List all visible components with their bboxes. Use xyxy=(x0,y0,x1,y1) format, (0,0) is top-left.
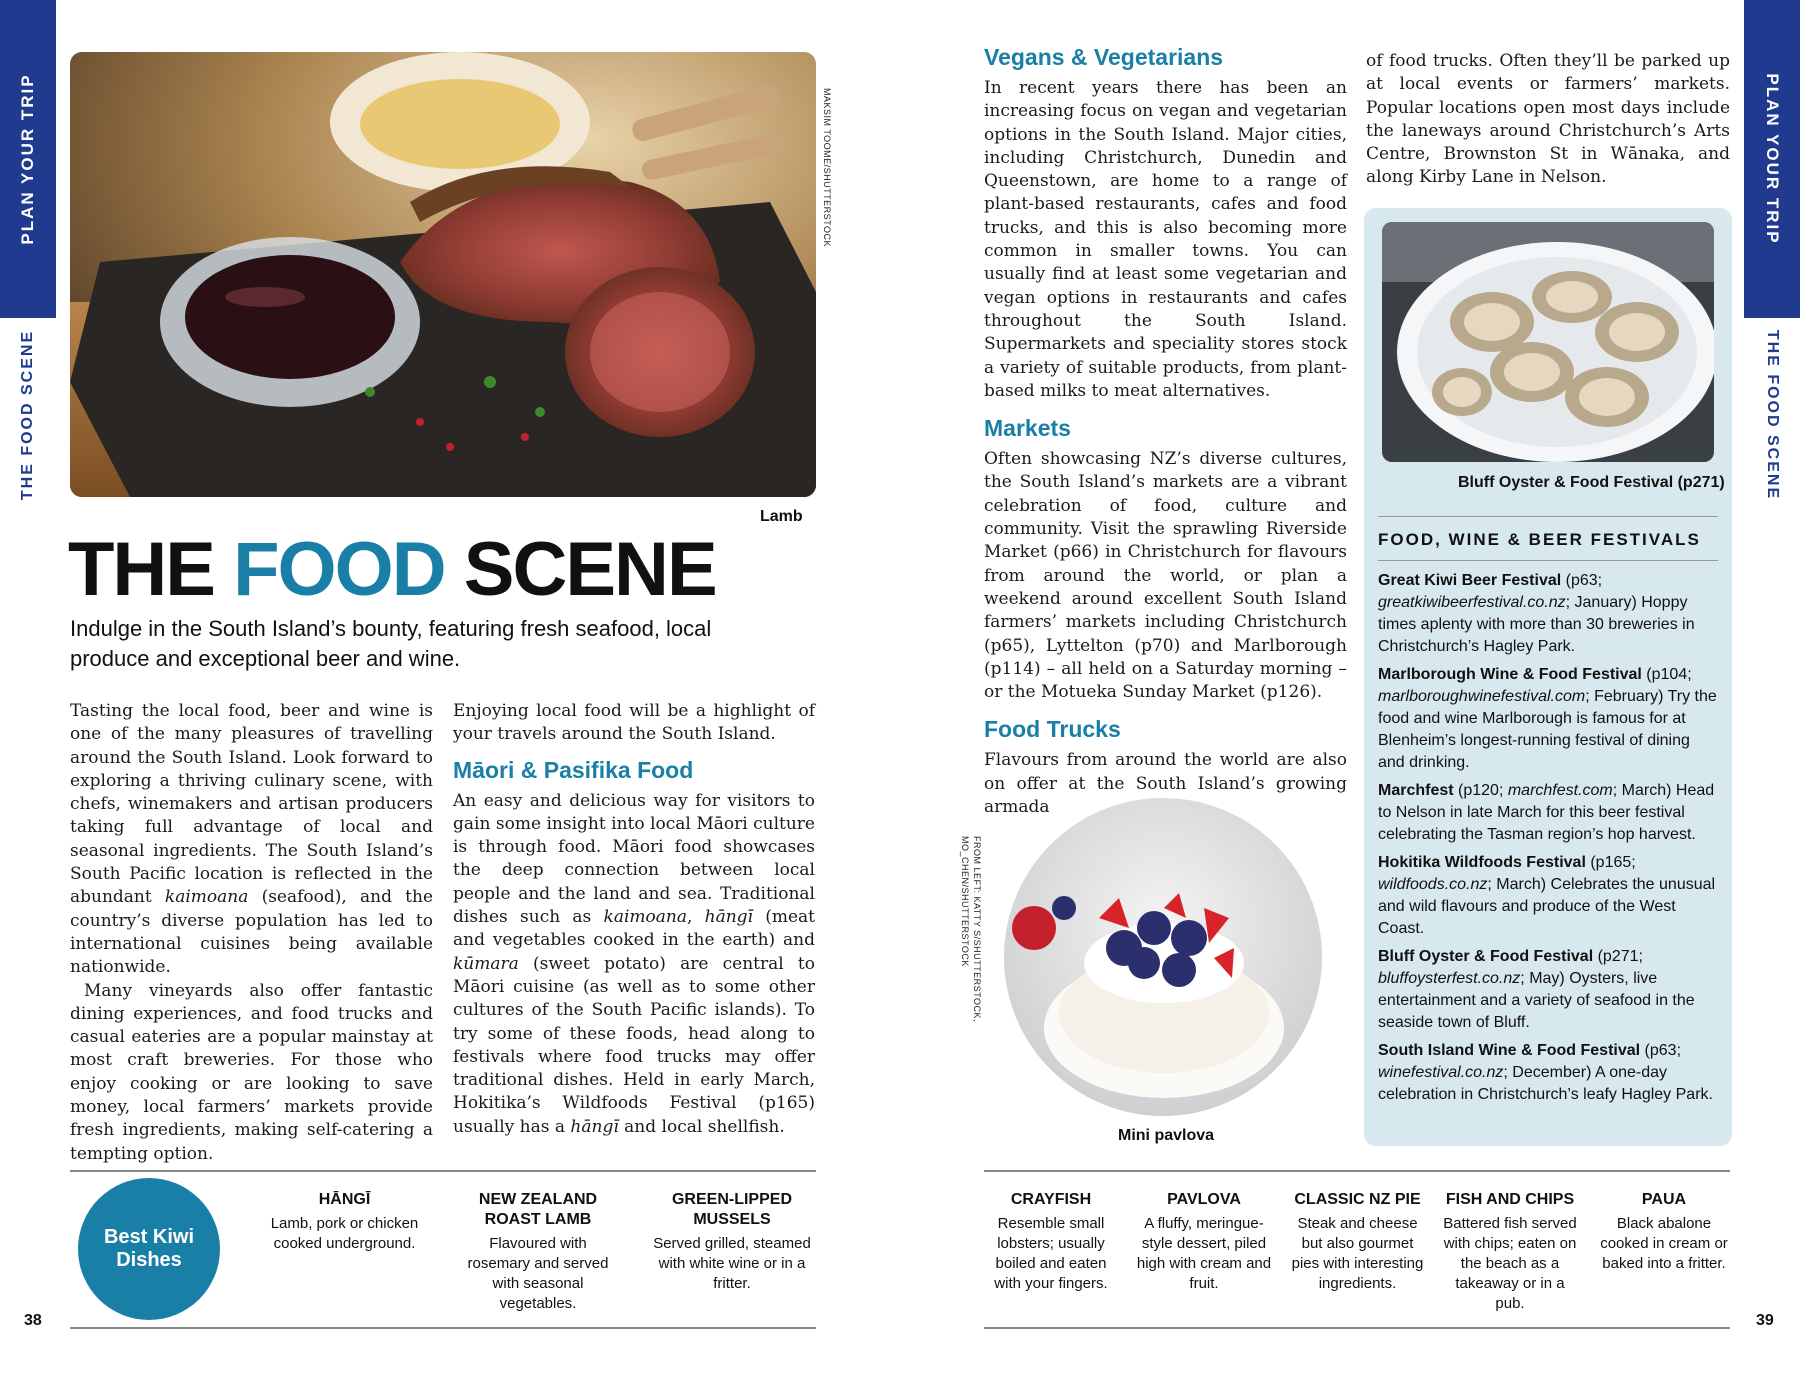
festival-name: Bluff Oyster & Food Festival xyxy=(1378,948,1594,965)
dish-desc: Flavoured with rosemary and served with seasonal vegetables. xyxy=(467,1235,609,1312)
dishes-right-top-rule xyxy=(984,1170,1730,1172)
dish-name: NEW ZEALAND ROAST LAMB xyxy=(478,1191,598,1228)
intro-p1-italic: kaimoana xyxy=(164,887,249,908)
title-accent: FOOD xyxy=(233,527,445,612)
festival-site: greatkiwibeerfestival.co.nz xyxy=(1378,594,1566,611)
maori-paragraph xyxy=(453,790,815,1139)
festival-site: wildfoods.co.nz xyxy=(1378,876,1488,893)
lamb-photo-credit: MAKSIM TOOME/SHUTTERSTOCK xyxy=(822,88,832,248)
dish-name: HĀNGĪ xyxy=(318,1191,371,1208)
maori-t3: (meat and vegetables cooked in the earth) and xyxy=(453,907,816,951)
festival-ref: (p165; xyxy=(1585,854,1636,871)
page-number-right: 39 xyxy=(1756,1312,1774,1329)
festival-ref: (p120; xyxy=(1453,782,1508,799)
dish-name: GREEN-LIPPED MUSSELS xyxy=(671,1191,792,1228)
pavlova-credit-line2: MO_CHEN/SHUTTERSTOCK xyxy=(960,836,970,967)
dish-desc: A fluffy, meringue-style dessert, piled high with cream and fruit. xyxy=(1136,1215,1272,1292)
box-heading-rule xyxy=(1378,560,1718,561)
maori-i4: hāngī xyxy=(570,1116,619,1137)
maori-i1: kaimoana xyxy=(603,907,687,928)
title-part-1: THE xyxy=(68,527,234,612)
festival-list xyxy=(1378,570,1718,1112)
food-trucks-continued-text: of food trucks. Often they’ll be parked up at local events or farmers’ markets. Popular locations open most days include the laneways around Christchurch’s Arts Centre, Brownston St in Wānaka, and along Kirby Lane in Nelson. xyxy=(1366,51,1730,188)
festival-desc: ; March) Celebrates the unusual and wild flavours and produce of the West Coast. xyxy=(1378,876,1716,937)
festival-ref: (p63; xyxy=(1561,572,1603,589)
dishes-right-bottom-rule xyxy=(984,1327,1730,1329)
oyster-illustration xyxy=(1382,222,1714,462)
right-plan-trip-text: PLAN YOUR TRIP xyxy=(1763,73,1782,245)
festival-item xyxy=(1378,946,1718,1034)
festival-item xyxy=(1378,664,1718,774)
pavlova-illustration xyxy=(1004,798,1322,1116)
maori-t2: , xyxy=(686,907,693,928)
lamb-photo xyxy=(70,52,816,497)
dishes-left-top-rule xyxy=(70,1170,816,1172)
intro-p1-text: Tasting the local food, beer and wine is one of the many pleasures of travelling around the South Island. Look forward to exploring a thriving culinary scene, with chefs, winemakers and artisan producers taking full advantage of local and seasonal ingredients. The South Island’s South Pacific location is reflected in the abundant xyxy=(70,701,433,908)
right-section-label-text: THE FOOD SCENE xyxy=(1764,329,1781,501)
box-top-rule xyxy=(1378,516,1718,517)
festival-ref: (p63; xyxy=(1640,1042,1682,1059)
dish-name: FISH AND CHIPS xyxy=(1445,1191,1575,1208)
festival-site: marlboroughwinefestival.com xyxy=(1378,688,1586,705)
markets-paragraph: Often showcasing NZ’s diverse cultures, the South Island’s markets are a vibrant celebration of food, culture and community. Visit the sprawling Riverside Market (p66) in Christchurch for flavours from around the world, or plan a weekend around excellent South Island farmers’ markets including Christchurch (p65), Lyttelton (p70) and Marlborough (p114) – all held on a Saturday morning – or the Motueka Sunday Market (p126). xyxy=(984,449,1347,703)
dish-item xyxy=(262,1190,427,1254)
dishes-left-bottom-rule xyxy=(70,1327,816,1329)
vegans-markets-column xyxy=(984,44,1347,819)
left-plan-trip-tab xyxy=(0,0,56,318)
festival-name: Hokitika Wildfoods Festival xyxy=(1378,854,1586,871)
dish-desc: Resemble small lobsters; usually boiled and eaten with your fingers. xyxy=(994,1215,1108,1292)
lamb-caption: Lamb xyxy=(760,508,803,525)
left-section-label xyxy=(0,330,56,500)
festival-name: Great Kiwi Beer Festival xyxy=(1378,572,1562,589)
dish-item xyxy=(1290,1190,1425,1294)
page-number-left: 38 xyxy=(24,1312,42,1329)
maori-t1: An easy and delicious way for visitors to gain some insight into local Māori culture is through food. Māori food showcases the deep connection between local people and the land and sea. Traditional dishes such as xyxy=(453,790,815,928)
festival-desc: ; March) Head to Nelson in late March for this beer festival celebrating the Tasman region’s hop harvest. xyxy=(1378,782,1715,843)
dish-item xyxy=(986,1190,1116,1294)
page-title xyxy=(68,526,716,613)
maori-t5: and local shellfish. xyxy=(624,1116,785,1137)
lamb-photo-illustration xyxy=(70,52,816,497)
dish-name: CRAYFISH xyxy=(1010,1191,1092,1208)
dish-desc: Battered fish served with chips; eaten on the beach as a takeaway or in a pub. xyxy=(1443,1215,1577,1312)
dish-name: PAVLOVA xyxy=(1167,1191,1241,1208)
pavlova-photo xyxy=(1004,798,1322,1116)
festival-site: winefestival.co.nz xyxy=(1378,1064,1504,1081)
dish-item xyxy=(1440,1190,1580,1314)
oyster-photo xyxy=(1382,222,1714,462)
festival-site: marchfest.com xyxy=(1507,782,1613,799)
maori-heading: Māori & Pasifika Food xyxy=(453,756,694,783)
intro-column xyxy=(70,700,433,1166)
oyster-caption: Bluff Oyster & Food Festival (p271) xyxy=(1458,474,1725,491)
best-kiwi-dishes-text: Best Kiwi Dishes xyxy=(103,1226,195,1271)
markets-heading: Markets xyxy=(984,415,1071,442)
dish-name: PAUA xyxy=(1641,1191,1687,1208)
intro-paragraph-2: Many vineyards also offer fantastic dining experiences, and food trucks and casual eateries are a popular mainstay at most craft breweries. For those who enjoy cooking or are looking to save money, local farmers’ markets provide fresh ingredients, making self-catering a tempting option. xyxy=(70,980,433,1164)
dish-desc: Black abalone cooked in cream or baked into a fritter. xyxy=(1600,1215,1728,1272)
festivals-heading: FOOD, WINE & BEER FESTIVALS xyxy=(1378,530,1701,549)
right-section-label xyxy=(1744,330,1800,500)
vegans-paragraph: In recent years there has been an increasing focus on vegan and vegetarian options in the South Island. Major cities, including Christchurch, Dunedin and Queenstown, are home to a range of plant-based restaurants, cafes and food trucks, and this is also becoming more common in smaller towns. You can usually find at least some vegetarian and vegan options in restaurants and cafes throughout the South Island. Supermarkets and speciality stores stock a variety of suitable products, from plant-based milks to meat alternatives. xyxy=(984,78,1347,401)
vegans-heading: Vegans & Vegetarians xyxy=(984,44,1224,70)
festival-ref: (p271; xyxy=(1593,948,1643,965)
festival-item xyxy=(1378,852,1718,940)
festival-site: bluffoysterfest.co.nz xyxy=(1378,970,1521,987)
festival-item xyxy=(1378,1040,1718,1106)
maori-column xyxy=(453,700,815,1139)
dish-desc: Served grilled, steamed with white wine or in a fritter. xyxy=(653,1235,811,1292)
best-kiwi-dishes-badge xyxy=(78,1178,220,1320)
col2-intro: Enjoying local food will be a highlight of your travels around the South Island. xyxy=(453,701,815,745)
pavlova-credit-line1: FROM LEFT: KATTY S/SHUTTERSTOCK, xyxy=(972,836,982,1023)
dish-item xyxy=(1134,1190,1274,1294)
maori-i2: hāngī xyxy=(704,907,753,928)
right-plan-trip-tab xyxy=(1744,0,1800,318)
food-trucks-paragraph: Flavours from around the world are also on offer at the South Island’s growing armada xyxy=(984,750,1347,818)
dish-name: CLASSIC NZ PIE xyxy=(1294,1191,1421,1208)
festival-name: Marlborough Wine & Food Festival xyxy=(1378,666,1642,683)
page-subtitle: Indulge in the South Island’s bounty, featuring fresh seafood, local produce and exceptional beer and wine. xyxy=(70,616,712,671)
dish-desc: Lamb, pork or chicken cooked underground. xyxy=(270,1215,419,1252)
title-part-2: SCENE xyxy=(444,527,716,612)
festival-name: Marchfest xyxy=(1378,782,1454,799)
maori-t4: (sweet potato) are central to Māori cuisine (as well as to some other cultures of the South Pacific islands). To try some of these foods, head along to festivals where food trucks may offer traditional dishes. Held in early March, Hokitika’s Wildfoods Festival (p165) usually has a xyxy=(453,953,815,1137)
festival-item xyxy=(1378,570,1718,658)
festival-desc: ; May) Oysters, live entertainment and a variety of seafood in the seaside town of Bluff. xyxy=(1378,970,1695,1031)
dish-item xyxy=(1594,1190,1734,1274)
festival-ref: (p104; xyxy=(1641,666,1692,683)
dish-desc: Steak and cheese but also gourmet pies with interesting ingredients. xyxy=(1291,1215,1424,1292)
food-trucks-heading: Food Trucks xyxy=(984,716,1121,743)
food-trucks-continued xyxy=(1366,50,1730,190)
festival-desc: ; December) A one-day celebration in Christchurch’s leafy Hagley Park. xyxy=(1378,1064,1713,1103)
festival-item xyxy=(1378,780,1718,846)
festivals-box xyxy=(1364,208,1732,1146)
left-plan-trip-text: PLAN YOUR TRIP xyxy=(18,73,37,245)
festival-desc: ; February) Try the food and wine Marlborough is famous for at Blenheim’s longest-running festival of dining and drinking. xyxy=(1378,688,1717,771)
left-section-label-text: THE FOOD SCENE xyxy=(19,329,36,501)
dish-item xyxy=(458,1190,618,1314)
festival-name: South Island Wine & Food Festival xyxy=(1378,1042,1641,1059)
intro-paragraph-1 xyxy=(70,700,433,980)
festival-desc: ; January) Hoppy times aplenty with more than 30 breweries in Christchurch’s Hagley Park. xyxy=(1378,594,1695,655)
maori-i3: kūmara xyxy=(453,953,519,974)
dish-item xyxy=(652,1190,812,1294)
intro-p1-end: (seafood), and the country’s diverse population has led to international cuisines being available nationwide. xyxy=(70,887,434,978)
pavlova-caption: Mini pavlova xyxy=(1118,1127,1215,1144)
